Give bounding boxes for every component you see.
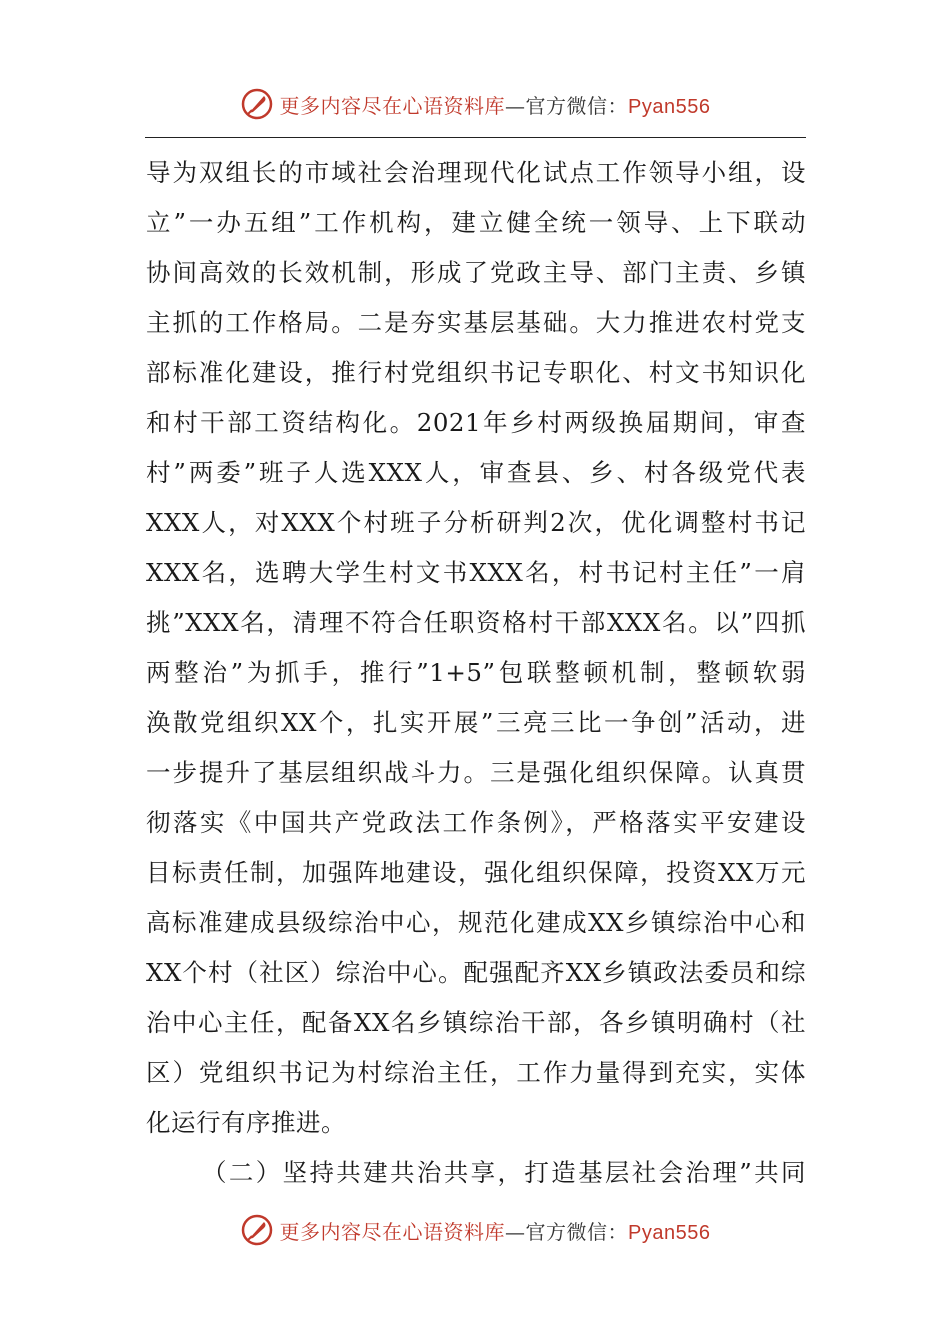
header-watermark-banner [0,84,950,124]
body-line: 治中心主任，配备XX名乡镇综治干部，各乡镇明确村（社 [146,1008,806,1037]
body-line: XXX人，对XXX个村班子分析研判2次，优化调整村书记 [146,508,806,537]
body-line: 协间高效的长效机制，形成了党政主导、部门主责、乡镇 [146,258,806,287]
body-line: XXX名，选聘大学生村文书XXX名，村书记村主任”一肩 [146,558,806,587]
body-line: 挑”XXX名，清理不符合任职资格村干部XXX名。以”四抓 [146,608,806,637]
body-line: XX个村（社区）综治中心。配强配齐XX乡镇政法委员和综 [146,958,806,987]
watermark-text [280,90,711,119]
body-line: 化运行有序推进。 [146,1108,346,1137]
quill-logo-icon [240,87,274,121]
body-line: 立”一办五组”工作机构，建立健全统一领导、上下联动 [146,208,806,237]
watermark-wechat-handle: Pyan556 [628,1221,711,1244]
body-line: 两整治”为抓手，推行”1+5”包联整顿机制，整顿软弱 [146,658,806,687]
body-line: 高标准建成县级综治中心，规范化建成XX乡镇综治中心和 [146,908,806,937]
section-heading: （二）坚持共建共治共享，打造基层社会治理”共同 [202,1158,806,1187]
body-line: 和村干部工资结构化。2021年乡村两级换届期间，审查 [146,408,806,437]
body-line: 区）党组织书记为村综治主任，工作力量得到充实，实体 [146,1058,806,1087]
watermark-site-name: 更多内容尽在心语资料库 [279,93,506,118]
body-line: 主抓的工作格局。二是夯实基层基础。大力推进农村党支 [146,308,806,337]
body-line: 村”两委”班子人选XXX人，审查县、乡、村各级党代表 [146,458,806,487]
body-line: 彻落实《中国共产党政法工作条例》，严格落实平安建设 [146,808,806,837]
body-line: 目标责任制，加强阵地建设，强化组织保障，投资XX万元 [146,858,806,887]
document-body [146,150,806,1200]
quill-logo-icon [240,1213,274,1247]
footer-watermark-banner [0,1210,950,1250]
body-line: 涣散党组织XX个，扎实开展”三亮三比一争创”活动，进 [146,708,806,737]
header-divider [145,137,806,138]
watermark-wechat-handle: Pyan556 [628,95,711,118]
watermark-text [280,1216,711,1245]
body-line: 导为双组长的市域社会治理现代化试点工作领导小组，设 [146,158,806,187]
watermark-official-label: —官方微信： [505,1219,629,1244]
watermark-site-name: 更多内容尽在心语资料库 [279,1219,506,1244]
body-line: 部标准化建设，推行村党组织书记专职化、村文书知识化 [146,358,806,387]
body-line: 一步提升了基层组织战斗力。三是强化组织保障。认真贯 [146,758,806,787]
watermark-official-label: —官方微信： [505,93,629,118]
